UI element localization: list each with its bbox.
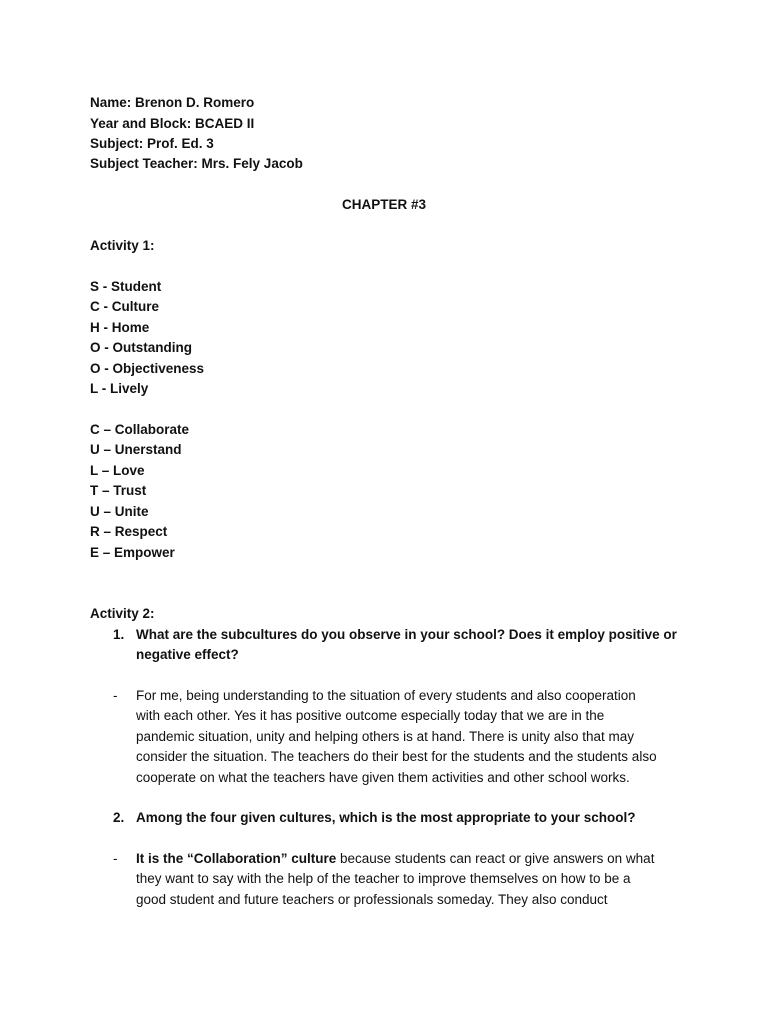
question-1-line: negative effect? [136, 647, 239, 662]
answer-1-line: with each other. Yes it has positive outcome especially today that we are in the [136, 708, 605, 723]
acronym-line: O - Objectiveness [90, 361, 205, 376]
subject-teacher: Subject Teacher: Mrs. Fely Jacob [90, 156, 303, 171]
chapter-title: CHAPTER #3 [341, 197, 427, 212]
answer-1-line: For me, being understanding to the situation of every students and also cooperation [136, 688, 636, 703]
acronym-line: C - Culture [90, 299, 159, 314]
answer-2-line: good student and future teachers or professionals someday. They also conduct [136, 892, 608, 907]
acronym-line: U – Unite [90, 504, 149, 519]
answer-2-bold-lead: It is the “Collaboration” culture [136, 851, 337, 866]
answer-dash: - [113, 851, 118, 866]
answer-2-line: they want to say with the help of the teacher to improve themselves on how to be a [136, 871, 631, 886]
acronym-line: H - Home [90, 320, 150, 335]
answer-dash: - [113, 688, 118, 703]
acronym-line: L - Lively [90, 381, 149, 396]
answer-1-line: consider the situation. The teachers do their best for the students and the students also [136, 749, 657, 764]
year-block: Year and Block: BCAED II [90, 116, 255, 131]
acronym-line: S - Student [90, 279, 162, 294]
acronym-line: U – Unerstand [90, 442, 182, 457]
question-number: 2. [113, 810, 125, 825]
acronym-line: R – Respect [90, 524, 168, 539]
subject: Subject: Prof. Ed. 3 [90, 136, 214, 151]
activity-1-title: Activity 1: [90, 238, 155, 253]
acronym-line: O - Outstanding [90, 340, 192, 355]
acronym-line: T – Trust [90, 483, 147, 498]
activity-2-title: Activity 2: [90, 606, 155, 621]
answer-1-line: cooperate on what the teachers have given them activities and other school works. [136, 770, 630, 785]
student-name: Name: Brenon D. Romero [90, 95, 255, 110]
acronym-line: L – Love [90, 463, 145, 478]
question-2-text: Among the four given cultures, which is the most appropriate to your school? [136, 810, 636, 825]
acronym-line: E – Empower [90, 545, 175, 560]
answer-2-first-line-rest: because students can react or give answers on what [336, 851, 655, 866]
answer-2-first-line [136, 849, 654, 869]
question-number: 1. [113, 627, 125, 642]
question-1-line: What are the subcultures do you observe in your school? Does it employ positive or [136, 627, 677, 642]
answer-1-line: pandemic situation, unity and helping others is at hand. There is unity also that may [136, 729, 635, 744]
acronym-line: C – Collaborate [90, 422, 190, 437]
